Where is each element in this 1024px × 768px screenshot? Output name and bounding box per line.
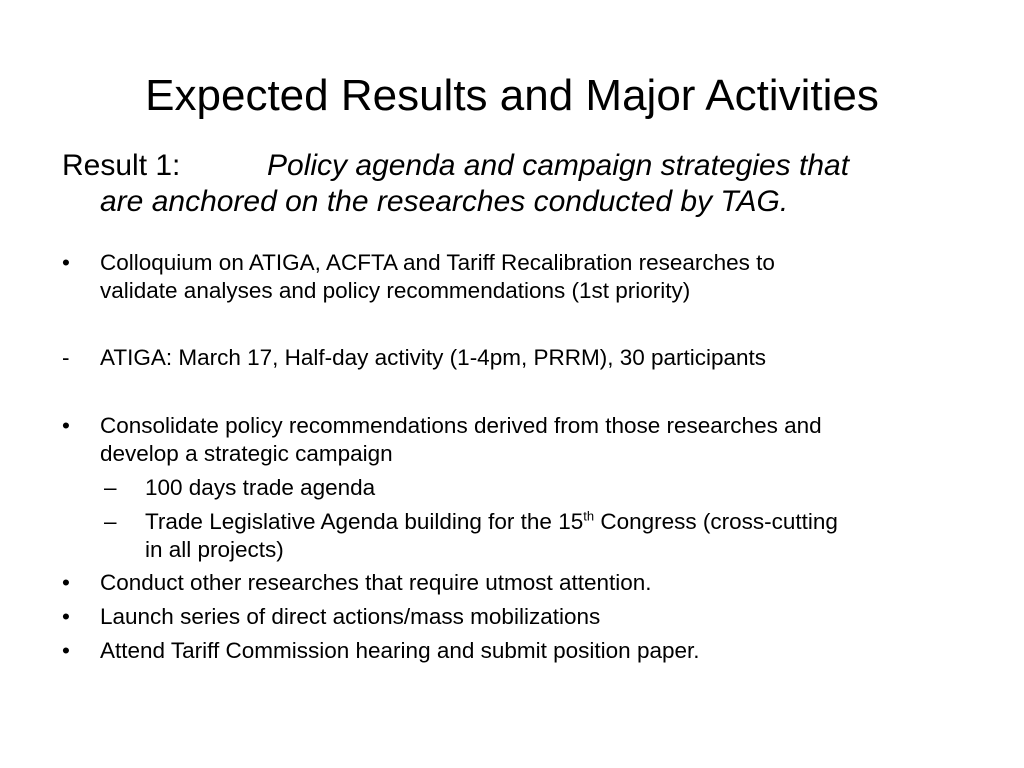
list-item-line1: Colloquium on ATIGA, ACFTA and Tariff Recalibration researches to xyxy=(100,250,775,275)
list-item-line1: Consolidate policy recommendations derived from those researches and xyxy=(100,413,822,438)
result-heading xyxy=(62,148,962,220)
list-item xyxy=(62,637,962,665)
bullet-icon: • xyxy=(62,570,70,595)
sub-list-item-line1: 100 days trade agenda xyxy=(145,475,376,500)
list-item-line2: validate analyses and policy recommendations (1st priority) xyxy=(100,278,691,303)
result-label: Result 1: xyxy=(62,149,181,182)
sub-list-item xyxy=(104,508,964,564)
list-item xyxy=(62,603,962,631)
dash-icon: – xyxy=(104,475,117,500)
list-item xyxy=(62,569,962,597)
slide-title: Expected Results and Major Activities xyxy=(145,71,879,120)
bullet-icon: • xyxy=(62,638,70,663)
bullet-icon: • xyxy=(62,250,70,275)
text-segment: Trade Legislative Agenda building for the 15 xyxy=(145,509,584,534)
superscript: th xyxy=(583,508,595,524)
text-segment: Congress (cross-cutting xyxy=(594,509,838,534)
result-text-line2: are anchored on the researches conducted by TAG. xyxy=(100,185,789,218)
list-item xyxy=(62,249,962,305)
bullet-icon: • xyxy=(62,413,70,438)
list-item xyxy=(62,344,962,372)
list-item-line1: ATIGA: March 17, Half-day activity (1-4pm, PRRM), 30 participants xyxy=(100,345,767,370)
sub-list-item-line2: in all projects) xyxy=(145,537,284,562)
list-item-line1: Conduct other researches that require utmost attention. xyxy=(100,570,652,595)
sub-list-item xyxy=(104,474,964,502)
dash-icon: - xyxy=(62,345,70,370)
list-item xyxy=(62,412,962,468)
bullet-icon: • xyxy=(62,604,70,629)
sub-list-item-line1 xyxy=(145,508,964,536)
list-item-line2: develop a strategic campaign xyxy=(100,441,393,466)
list-item-line1: Launch series of direct actions/mass mobilizations xyxy=(100,604,601,629)
result-text-line1: Policy agenda and campaign strategies that xyxy=(267,149,850,182)
dash-icon: – xyxy=(104,509,117,534)
list-item-line1: Attend Tariff Commission hearing and submit position paper. xyxy=(100,638,700,663)
